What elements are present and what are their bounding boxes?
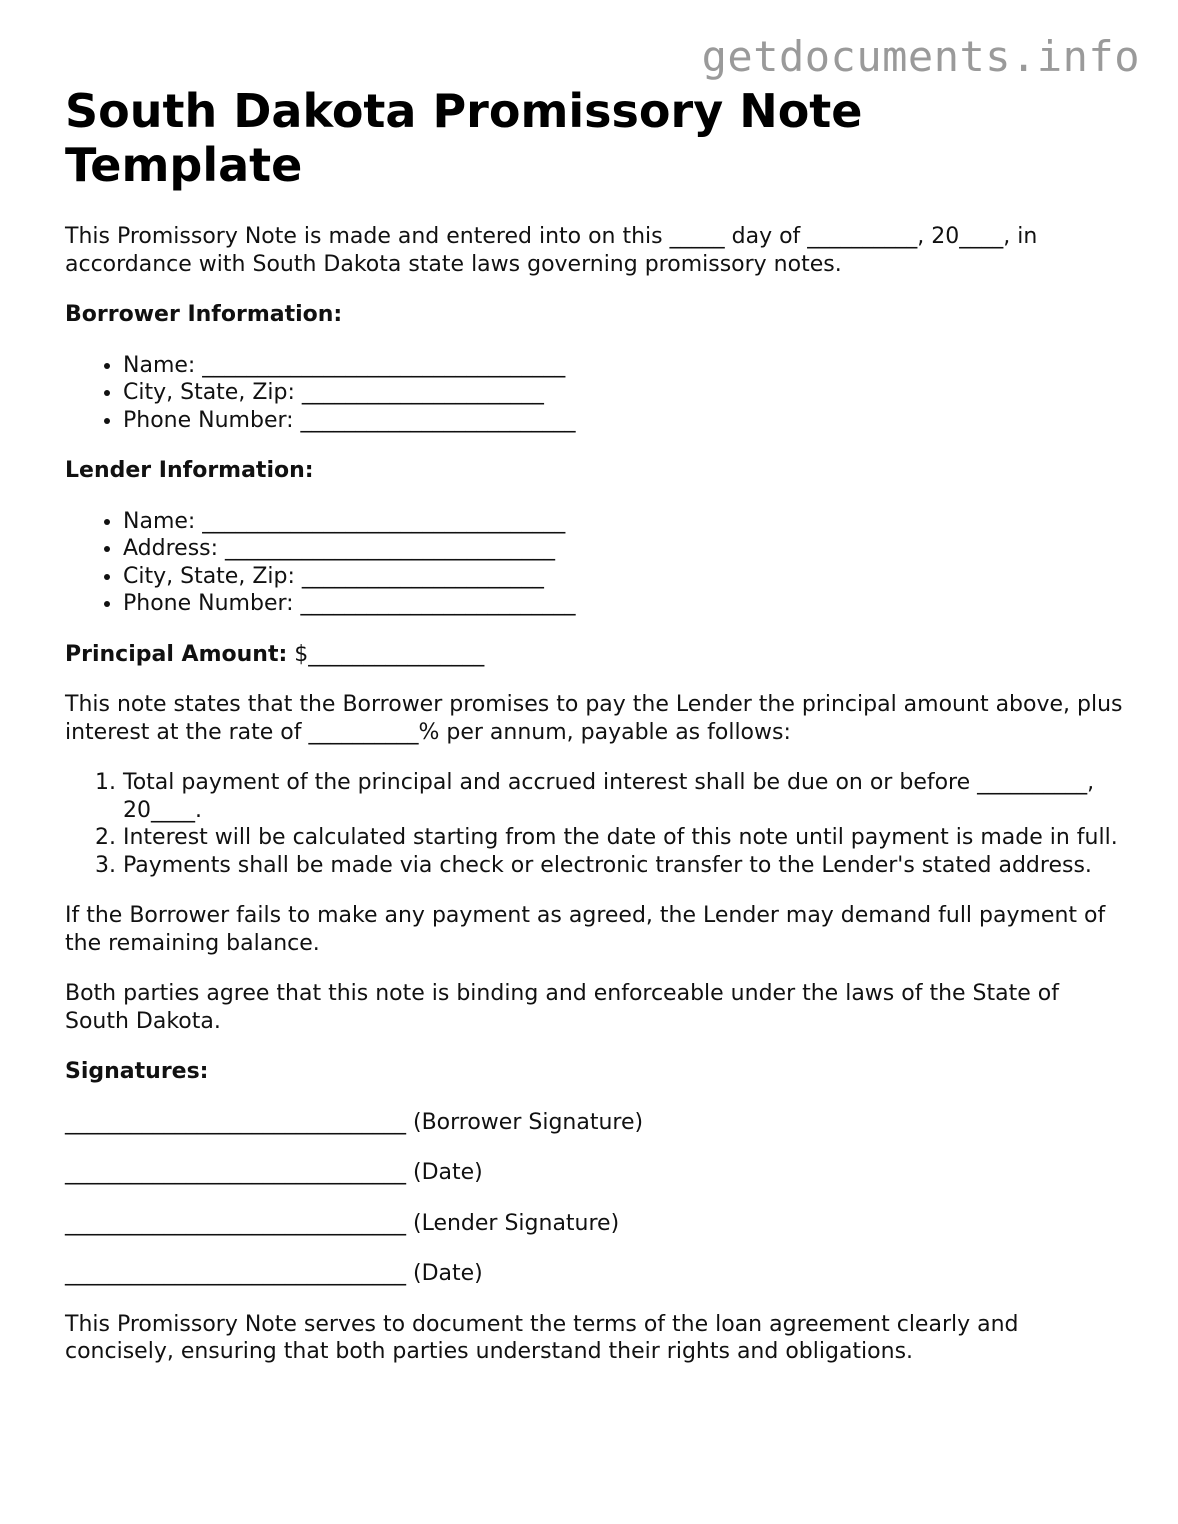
binding-clause: Both parties agree that this note is binding and enforceable under the laws of the State of South Dakota. <box>65 981 1059 1034</box>
lender-phone-item: • Phone Number: _________________________ <box>123 590 1125 618</box>
lender-signature-line: _______________________________ (Lender Signature) <box>65 1210 620 1236</box>
signatures-heading: Signatures: <box>65 1059 209 1084</box>
lender-name-item: • Name: _________________________________ <box>123 508 1125 536</box>
borrower-heading: Borrower Information: <box>65 302 343 327</box>
document-page <box>65 84 1125 1389</box>
watermark: getdocuments.info <box>701 32 1140 81</box>
borrower-city-item: • City, State, Zip: ______________________ <box>123 379 1125 407</box>
default-clause: If the Borrower fails to make any payment as agreed, the Lender may demand full payment of the remaining balance. <box>65 903 1106 956</box>
borrower-date-line: _______________________________ (Date) <box>65 1160 483 1185</box>
terms-list <box>65 769 1125 879</box>
lender-address-item: • Address: ______________________________ <box>123 535 1125 563</box>
term-item: 1. Total payment of the principal and accrued interest shall be due on or before __________, 20____. <box>123 769 1125 824</box>
term-item: 3. Payments shall be made via check or electronic transfer to the Lender's stated address. <box>123 852 1125 880</box>
lender-date-line: _______________________________ (Date) <box>65 1261 483 1286</box>
principal-label: Principal Amount: <box>65 641 288 667</box>
lender-list <box>65 508 1125 618</box>
terms-intro-paragraph: This note states that the Borrower promises to pay the Lender the principal amount above, plus interest at the rate of __________% per annum, payable as follows: <box>65 692 1123 745</box>
lender-city-item: • City, State, Zip: ______________________ <box>123 563 1125 591</box>
borrower-list <box>65 352 1125 435</box>
document-title: South Dakota Promissory Note Template <box>65 84 863 192</box>
closing-paragraph: This Promissory Note serves to document the terms of the loan agreement clearly and concisely, ensuring that both parties understand their rights and obligations. <box>65 1311 1019 1364</box>
lender-heading: Lender Information: <box>65 458 314 483</box>
principal-amount <box>65 641 1125 669</box>
borrower-name-item: • Name: _________________________________ <box>123 352 1125 380</box>
principal-value: $________________ <box>287 641 485 667</box>
borrower-phone-item: • Phone Number: _________________________ <box>123 407 1125 435</box>
borrower-signature-line: _______________________________ (Borrower Signature) <box>65 1109 644 1135</box>
term-item: 2. Interest will be calculated starting from the date of this note until payment is made in full. <box>123 824 1125 852</box>
intro-paragraph: This Promissory Note is made and entered into on this _____ day of __________, 20____, in accordance with South Dakota state laws governing promissory notes. <box>65 224 1038 277</box>
